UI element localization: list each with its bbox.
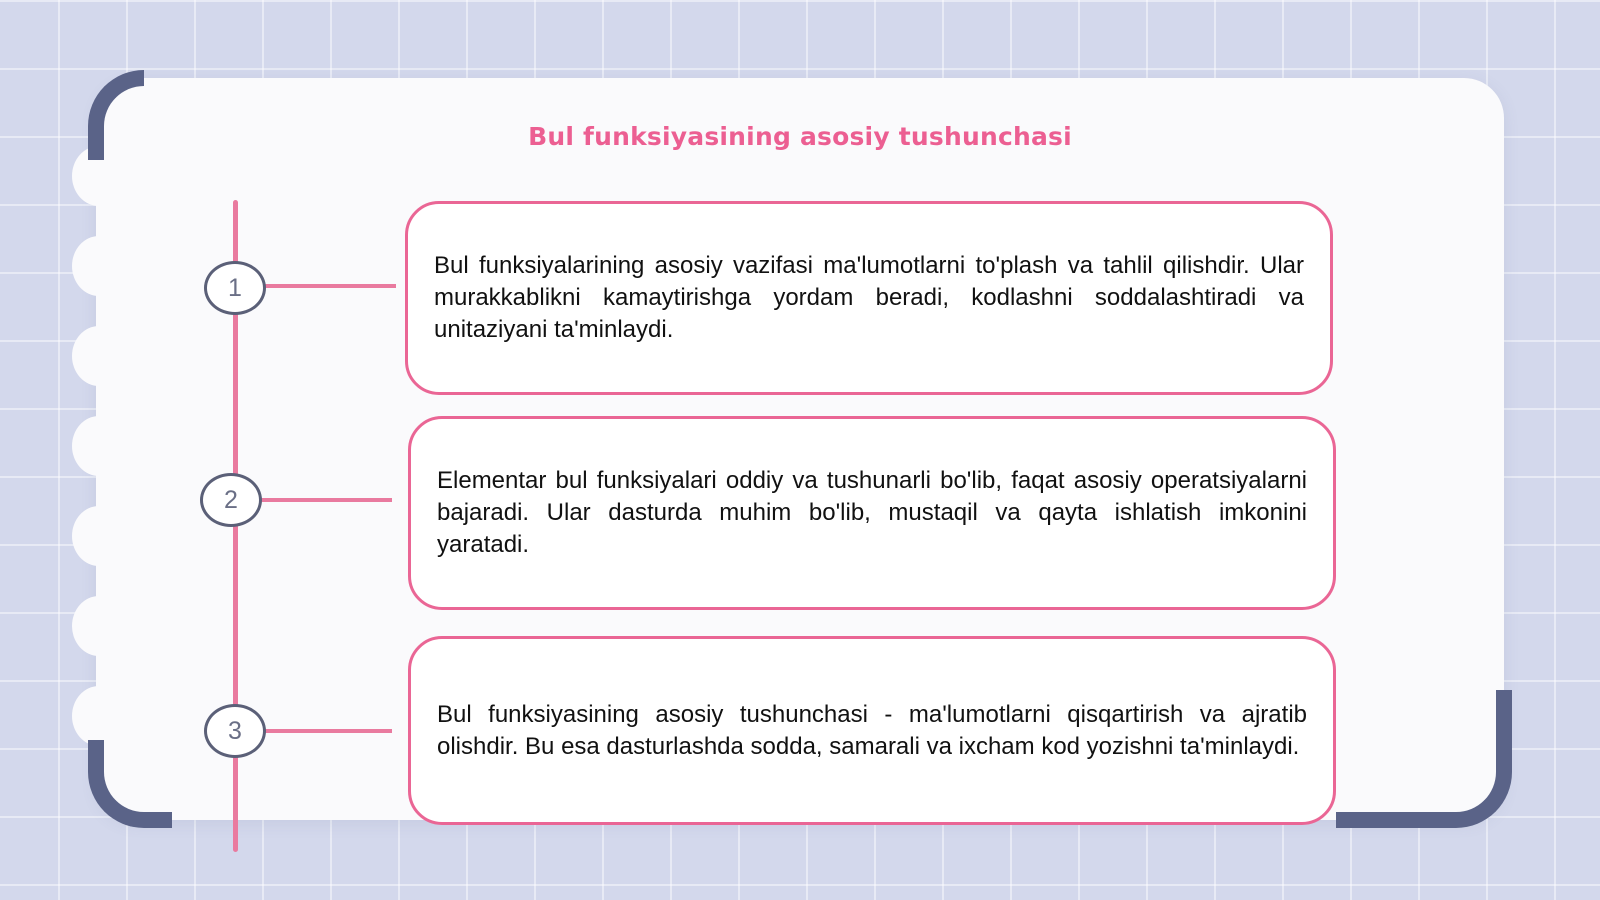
step-box-2 — [408, 416, 1336, 610]
step-number-2: 2 — [200, 473, 262, 527]
connector-line — [262, 729, 392, 733]
slide-title: Bul funksiyasining asosiy tushunchasi — [528, 122, 1072, 151]
notebook-scallop — [72, 506, 126, 566]
frame-corner-bottom-right — [1336, 690, 1512, 828]
step-text-1: Bul funksiyalarining asosiy vazifasi ma'lumotlarni to'plash va tahlil qilishdir. Ular murakkablikni kamaytirishga yordam beradi, kodlashni soddalashtiradi va unitaziyani ta'minlaydi. — [434, 252, 1304, 343]
step-box-1 — [405, 201, 1333, 395]
notebook-scallop — [72, 236, 126, 296]
step-number-3: 3 — [204, 704, 266, 758]
notebook-scallop — [72, 326, 126, 386]
step-box-3 — [408, 636, 1336, 825]
step-number-1: 1 — [204, 261, 266, 315]
connector-line — [262, 284, 396, 288]
notebook-scallop — [72, 416, 126, 476]
notebook-scallop — [72, 596, 126, 656]
notebook-scallop — [72, 686, 126, 746]
frame-corner-bottom-left — [88, 740, 172, 828]
step-text-3: Bul funksiyasining asosiy tushunchasi - ma'lumotlarni qisqartirish va ajratib olishdir. Bu esa dasturlashda sodda, samarali va ixcham kod yozishni ta'minlaydi. — [437, 700, 1307, 760]
connector-line — [258, 498, 392, 502]
step-text-2: Elementar bul funksiyalari oddiy va tushunarli bo'lib, faqat asosiy operatsiyalarni bajaradi. Ular dasturda muhim bo'lib, mustaqil va qayta ishlatish imkonini yaratadi. — [437, 467, 1307, 558]
